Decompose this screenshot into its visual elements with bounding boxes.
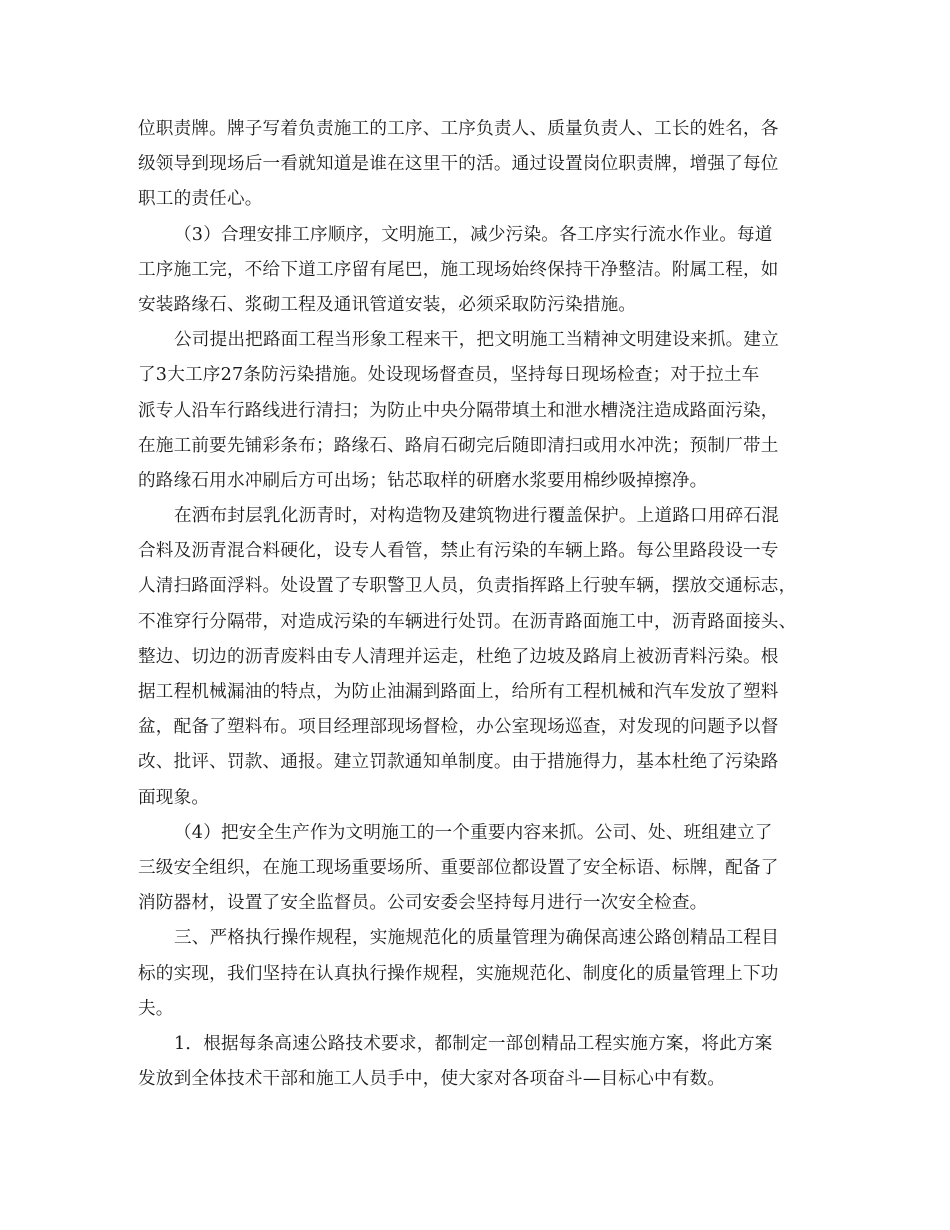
text-line: 改、批评、罚款、通报。建立罚款通知单制度。由于措施得力，基本杜绝了污染路 [138,752,779,773]
text-line: 派专人沿车行路线进行清扫；为防止中央分隔带填土和泄水槽浇注造成路面污染， [138,400,779,421]
text-line: 职工的责任心。 [138,189,263,210]
text-line: 人清扫路面浮料。处设置了专职警卫人员，负责指挥路上行驶车辆，摆放交通标志， [138,576,797,597]
text-line: 位职责牌。牌子写着负责施工的工序、工序负责人、质量负责人、工长的姓名，各 [138,119,779,139]
text-line: 消防器材，设置了安全监督员。公司安委会坚持每月进行一次安全检查。 [138,893,708,914]
text-line: 据工程机械漏油的特点，为防止油漏到路面上，给所有工程机械和汽车发放了塑料 [138,682,779,702]
text-line: 合料及沥青混合料硬化，设专人看管，禁止有污染的车辆上路。每公里路段设一专 [138,541,779,562]
text-line: 面现象。 [138,787,210,808]
text-line: 三级安全组织，在施工现场重要场所、重要部位都设置了安全标语、标牌，配备了 [138,857,779,878]
text-line: 工序施工完，不给下道工序留有尾巴，施工现场始终保持干净整洁。附属工程，如 [138,259,779,280]
document-body [138,112,818,1097]
text-line: 发放到全体技术干部和施工人员手中，使大家对各项奋斗—目标心中有数。 [138,1069,726,1090]
text-line: 标的实现，我们坚持在认真执行操作规程，实施规范化、制度化的质量管理上下功 [138,963,779,984]
text-line: 三、严格执行操作规程，实施规范化的质量管理为确保高速公路创精品工程目 [174,928,779,949]
text-line: 级领导到现场后一看就知道是谁在这里干的活。通过设置岗位职责牌，增强了每位 [138,154,779,175]
text-line: 整边、切边的沥青废料由专人清理并运走，杜绝了边坡及路肩上被沥青料污染。根 [138,646,779,667]
text-line: 1．根据每条高速公路技术要求，都制定一部创精品工程实施方案，将此方案 [174,1033,773,1054]
text-line: 在施工前要先铺彩条布；路缘石、路肩石砌完后随即清扫或用水冲洗；预制厂带土 [138,435,779,456]
text-line: 了3大工序27条防污染措施。处设现场督查员，坚持每日现场检查；对于拉土车 [138,365,760,386]
text-line: 在洒布封层乳化沥青时，对构造物及建筑物进行覆盖保护。上道路口用碎石混 [174,506,779,527]
text-line: 的路缘石用水冲刷后方可出场；钻芯取样的研磨水浆要用棉纱吸掉擦净。 [138,470,708,491]
text-line: 公司提出把路面工程当形象工程来干，把文明施工当精神文明建设来抓。建立 [174,330,779,351]
text-line: 安装路缘石、浆砌工程及通讯管道安装，必须采取防污染措施。 [138,294,637,315]
text-line: 盆，配备了塑料布。项目经理部现场督检，办公室现场巡查，对发现的问题予以督 [138,717,779,738]
text-line: 不准穿行分隔带，对造成污染的车辆进行处罚。在沥青路面施工中，沥青路面接头、 [138,611,797,632]
text-line: （3）合理安排工序顺序，文明施工，减少污染。各工序实行流水作业。每道 [174,224,773,245]
text-line: 夫。 [138,998,174,1019]
text-line: （4）把安全生产作为文明施工的一个重要内容来抓。公司、处、班组建立了 [174,822,773,843]
